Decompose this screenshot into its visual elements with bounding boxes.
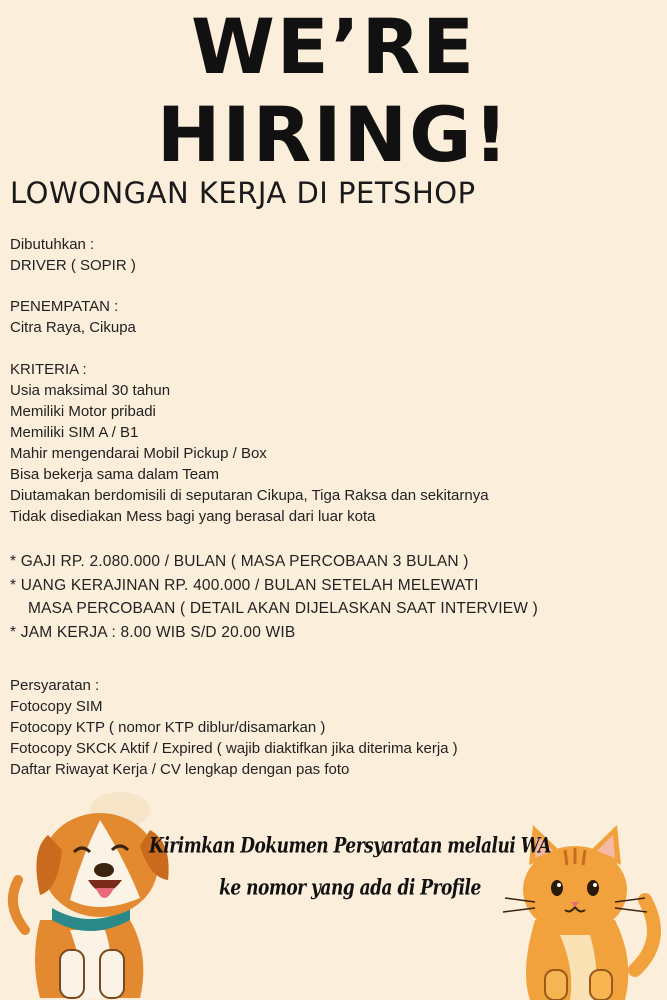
persyaratan-item: Fotocopy SIM (10, 698, 103, 715)
cta-line-2: ke nomor yang ada di Profile (219, 875, 481, 901)
dibutuhkan-value: DRIVER ( SOPIR ) (10, 257, 136, 274)
section-dibutuhkan (10, 234, 136, 276)
benefit-uang-kerajinan: * UANG KERAJINAN RP. 400.000 / BULAN SETELAH MELEWATI (10, 576, 479, 594)
cta-line-1: Kirimkan Dokumen Persyaratan melalui WA (149, 833, 551, 859)
kriteria-item: Memiliki SIM A / B1 (10, 424, 139, 441)
benefit-uang-kerajinan-cont: MASA PERCOBAAN ( DETAIL AKAN DIJELASKAN SAAT INTERVIEW ) (10, 600, 538, 617)
section-penempatan (10, 296, 136, 338)
kriteria-label: KRITERIA : (10, 361, 87, 378)
section-kriteria (10, 359, 489, 527)
benefit-jam-kerja: * JAM KERJA : 8.00 WIB S/D 20.00 WIB (10, 623, 296, 641)
poster-subtitle: LOWONGAN KERJA DI PETSHOP (10, 176, 476, 210)
penempatan-label: PENEMPATAN : (10, 298, 119, 315)
kriteria-item: Memiliki Motor pribadi (10, 403, 156, 420)
persyaratan-item: Fotocopy SKCK Aktif / Expired ( wajib diaktifkan jika diterima kerja ) (10, 740, 458, 757)
section-persyaratan (10, 675, 458, 780)
kriteria-item: Usia maksimal 30 tahun (10, 382, 171, 399)
kriteria-item: Mahir mengendarai Mobil Pickup / Box (10, 445, 267, 462)
kriteria-item: Bisa bekerja sama dalam Team (10, 466, 219, 483)
headline-line-1: WE’RE (190, 2, 477, 91)
kriteria-item: Diutamakan berdomisili di seputaran Cikupa, Tiga Raksa dan sekitarnya (10, 487, 489, 504)
benefit-gaji: * GAJI RP. 2.080.000 / BULAN ( MASA PERCOBAAN 3 BULAN ) (10, 553, 469, 570)
headline-line-2: HIRING! (156, 90, 511, 179)
persyaratan-item: Fotocopy KTP ( nomor KTP diblur/disamarkan ) (10, 719, 326, 736)
dibutuhkan-label: Dibutuhkan : (10, 236, 95, 253)
section-benefits (10, 550, 538, 644)
kriteria-item: Tidak disediakan Mess bagi yang berasal dari luar kota (10, 508, 376, 525)
persyaratan-label: Persyaratan : (10, 677, 100, 694)
persyaratan-item: Daftar Riwayat Kerja / CV lengkap dengan pas foto (10, 761, 350, 778)
penempatan-value: Citra Raya, Cikupa (10, 319, 136, 336)
